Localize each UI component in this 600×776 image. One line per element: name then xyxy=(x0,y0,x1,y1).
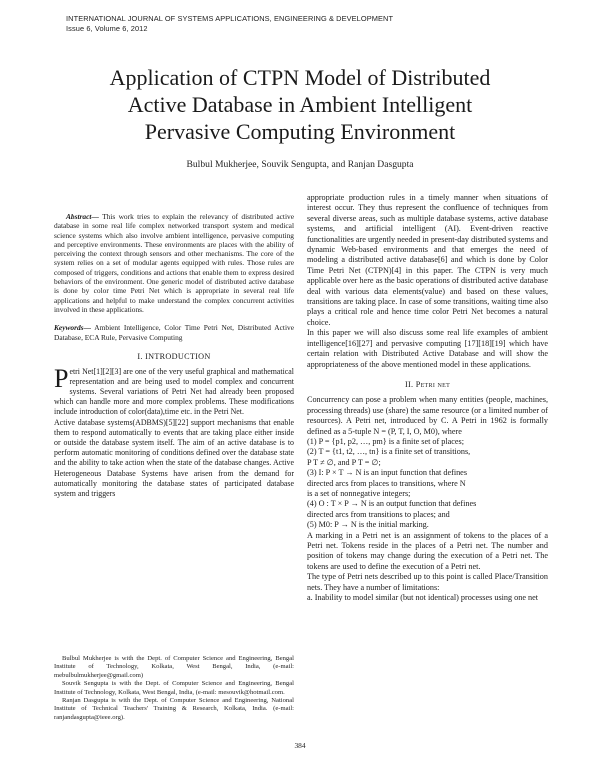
definition-transitions: (2) T = {t1, t2, …, tn} is a finite set of transitions, xyxy=(307,447,471,457)
abstract-label: Abstract— xyxy=(66,212,99,221)
keywords xyxy=(54,323,294,342)
journal-name: INTERNATIONAL JOURNAL OF SYSTEMS APPLICATIONS, ENGINEERING & DEVELOPMENT xyxy=(66,14,394,23)
right-paragraph-1: appropriate production rules in a timely manner when situations of interest occur. They thus represent the confluence of techniques from several diverse areas, such as multiple database systems, active database systems, and artificial intelligent (AI). Event-driven reactive functionalities are urgently needed in present-day distributed systems and dynamic Web-based environments and that emerges the need of modeling a distributed active database[6] and which is done by Color Time Petri Net (CTPN)[4] in this paper. The CTPN is very much applicable over here as the basic operations of distributed active database deal with various data elements(value) and based on these values, transitions are taking place. In case of some transitions, waiting time also plays a critical role and hence time color Petri Net becomes a natural choice. xyxy=(307,193,548,327)
abstract xyxy=(54,212,294,314)
page-number: 384 xyxy=(294,741,306,750)
section-heading-introduction: I. INTRODUCTION xyxy=(137,351,211,361)
definition-initial-marking: (5) M0: P → N is the initial marking. xyxy=(307,520,429,530)
right-column xyxy=(307,193,548,603)
intro-paragraph-2: Active database systems(ADBMS)[5][22] support mechanisms that enable them to respond automatically to events that are taking place either inside or outside the database system itself. The aim of an active database is to perform automatic monitoring of conditions defined over the database state and the ability to take action when the state of the database changes. Active Heterogeneous Database Systems have arisen from the demand for automatically monitoring the database states of participated database system and triggers xyxy=(54,417,294,499)
definition-input-function-cont-2: is a set of nonnegative integers; xyxy=(307,488,411,498)
footnote-author-2: Souvik Sengupta is with the Dept. of Computer Science and Engineering, Bengal Institute of Technology, Kolkata, West Bengal, India, (e-mail: mesouvik@hotmail.com. xyxy=(54,680,294,696)
keywords-text: Ambient Intelligence, Color Time Petri Net, Distributed Active Database, ECA Rule, Pervasive Computing xyxy=(54,323,294,342)
right-paragraph-5: The type of Petri nets described up to this point is called Place/Transition nets. They have a number of limitations: xyxy=(307,572,548,592)
abstract-text: This work tries to explain the relevancy of distributed active database in some real life complex networked transport system and medical science systems which also involve ambient intelligence, pervasive computing and perceptive environments. These environments are places with the ability of perceiving the context through sensors and other mechanisms. The core of the system relies on a set of modular agents equipped with rules. Those rules are composed of triggers, conditions and actions that enable them to express desired behaviors of the environment. One generic model of distributed active database is done by color time Petri Net which is appropriate in several real life applications and helpful to make understand the complex concurrent activities involved in these applications. xyxy=(54,212,294,314)
drop-cap: P xyxy=(54,363,69,393)
right-paragraph-3: Concurrency can pose a problem when many entities (people, machines, processing threads) use (share) the same resource (or a limited number of resources). A Petri net, introduced by C. A Petri in 1962 is formally defined as a 5-tuple N = (P, T, I, O, M0), where xyxy=(307,395,548,436)
right-paragraph-6: a. Inability to model similar (but not identical) processes using one net xyxy=(307,593,539,603)
definition-transitions-cont: P T ≠ ∅, and P T = ∅; xyxy=(307,457,381,467)
intro-paragraph-1 xyxy=(54,363,294,418)
journal-header xyxy=(66,14,546,34)
section-heading-petri-net xyxy=(307,380,548,390)
right-paragraph-4: A marking in a Petri net is an assignment of tokens to the places of a Petri net. Tokens reside in the places of a Petri net. The number and position of tokens may change during the execution of a Petri net. The tokens are used to define the execution of a Petri net. xyxy=(307,530,548,571)
intro-paragraph-1-text: etri Net[1][2][3] are one of the very useful graphical and mathematical representation and are being used to model complex and concurrent systems. Several variations of Petri Net had already been proposed which can handle more and more complex problems. These modifications include introduction of color(data),time etc. in the Petri Net. xyxy=(54,366,294,417)
definition-input-function: (3) I: P × T → N is an input function that defines xyxy=(307,468,468,478)
journal-issue: Issue 6, Volume 6, 2012 xyxy=(66,24,148,33)
section-number: II. xyxy=(404,379,414,389)
definition-output-function-cont: directed arcs from transitions to places; and xyxy=(307,509,450,519)
title-line-1: Application of CTPN Model of Distributed xyxy=(109,65,491,90)
title-line-2: Active Database in Ambient Intelligent xyxy=(127,92,473,117)
definition-input-function-cont-1: directed arcs from places to transitions, where N xyxy=(307,478,466,488)
author-list: Bulbul Mukherjee, Souvik Sengupta, and Ranjan Dasgupta xyxy=(186,159,414,170)
definition-places: (1) P = {p1, p2, …, pm} is a finite set of places; xyxy=(307,436,465,446)
left-column xyxy=(54,212,294,499)
section-title: Petri net xyxy=(415,379,451,389)
footnote-author-1: Bulbul Mukherjee is with the Dept. of Computer Science and Engineering, Bengal Institute of Technology, Kolkata, West Bengal, India, (e-mail: mebulbulmukherjee@gmail.com) xyxy=(54,655,294,679)
author-footnotes xyxy=(54,655,294,722)
right-paragraph-2: In this paper we will also discuss some real life examples of ambient intelligence[16][27] and pervasive computing [17][18][19] which have certain relation with Distributed Active Database and will show the appropriateness of the above mentioned model in these applications. xyxy=(307,328,548,369)
title-line-3: Pervasive Computing Environment xyxy=(144,119,456,144)
footnote-author-3: Ranjan Dasgupta is with the Dept. of Computer Science and Engineering, National Institute of Technical Teachers' Training & Research, Kolkata, India. (e-mail: ranjandasgupta@ieee.org). xyxy=(54,697,294,721)
paper-title xyxy=(40,64,560,145)
definition-output-function: (4) O : T × P → N is an output function that defines xyxy=(307,499,477,509)
keywords-label: Keywords— xyxy=(54,323,91,333)
